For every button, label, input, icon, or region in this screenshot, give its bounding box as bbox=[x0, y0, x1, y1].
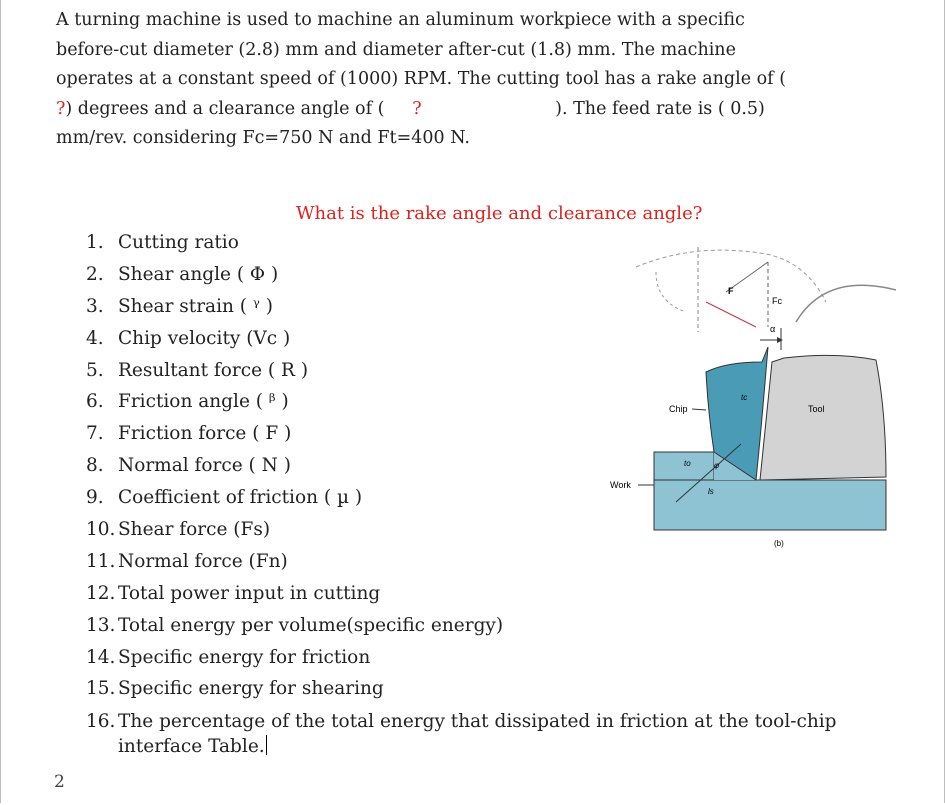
problem-text-2: ) degrees and a clearance angle of ( bbox=[65, 98, 385, 119]
text-cursor bbox=[266, 735, 267, 755]
label-tc: tc bbox=[741, 393, 748, 402]
question-heading: What is the rake angle and clearance angle? bbox=[296, 203, 703, 224]
list-item: 5. Resultant force ( R ) bbox=[86, 359, 309, 381]
clearance-angle-placeholder: ? bbox=[412, 98, 422, 119]
list-item: 11. Normal force (Fn) bbox=[86, 550, 288, 572]
label-Fc: Fc bbox=[772, 296, 782, 306]
orthogonal-cutting-diagram bbox=[596, 232, 896, 562]
force-circle-arc-right bbox=[796, 285, 896, 322]
chip-leader bbox=[692, 409, 706, 410]
list-item: 3. Shear strain ( ᵞ ) bbox=[86, 295, 273, 317]
list-item: 13. Total energy per volume(specific energy) bbox=[86, 614, 504, 636]
label-ls: ls bbox=[708, 487, 714, 496]
list-item: 12. Total power input in cutting bbox=[86, 582, 381, 604]
label-phi: φ bbox=[714, 461, 720, 470]
force-circle-arc-left bbox=[656, 272, 686, 312]
page-number: 2 bbox=[54, 772, 65, 792]
list-item: 6. Friction angle ( ᵝ ) bbox=[86, 391, 289, 413]
list-item: 8. Normal force ( N ) bbox=[86, 455, 291, 477]
problem-paragraph bbox=[56, 6, 796, 154]
label-to: to bbox=[684, 459, 691, 468]
list-item: 1. Cutting ratio bbox=[86, 232, 239, 253]
label-tool: Tool bbox=[808, 404, 825, 414]
label-alpha: α bbox=[770, 324, 776, 334]
label-chip: Chip bbox=[669, 404, 688, 414]
workpiece bbox=[654, 480, 886, 530]
problem-text-1: A turning machine is used to machine an aluminum workpiece with a specific before-cut diameter (2.8) mm and diameter after-cut (1.8) mm. The machine operates at a constant speed of (1000) RPM. The cutting tool has a rake angle of ( bbox=[56, 10, 787, 89]
cutting-tool bbox=[760, 355, 886, 480]
list-item: 9. Coefficient of friction ( µ ) bbox=[86, 487, 363, 509]
force-vector-red bbox=[706, 302, 756, 327]
list-item: 2. Shear angle ( Φ ) bbox=[86, 263, 279, 285]
list-item: 15. Specific energy for shearing bbox=[86, 678, 384, 700]
list-item: 10. Shear force (Fs) bbox=[86, 519, 271, 541]
label-work: Work bbox=[610, 480, 631, 490]
list-item: 4. Chip velocity (Vc ) bbox=[86, 327, 291, 349]
label-b: (b) bbox=[774, 539, 784, 548]
list-item: 7. Friction force ( F ) bbox=[86, 423, 292, 445]
rake-angle-placeholder: ? bbox=[56, 98, 66, 119]
label-F: F bbox=[728, 286, 734, 296]
list-item: 14. Specific energy for friction bbox=[86, 646, 371, 668]
problem-text-3: ). The feed rate is ( 0.5) mm/rev. considering Fc=750 N and Ft=400 N. bbox=[56, 98, 765, 148]
list-item: 16. The percentage of the total energy that dissipated in friction at the tool-chip interface Table. bbox=[86, 711, 837, 758]
